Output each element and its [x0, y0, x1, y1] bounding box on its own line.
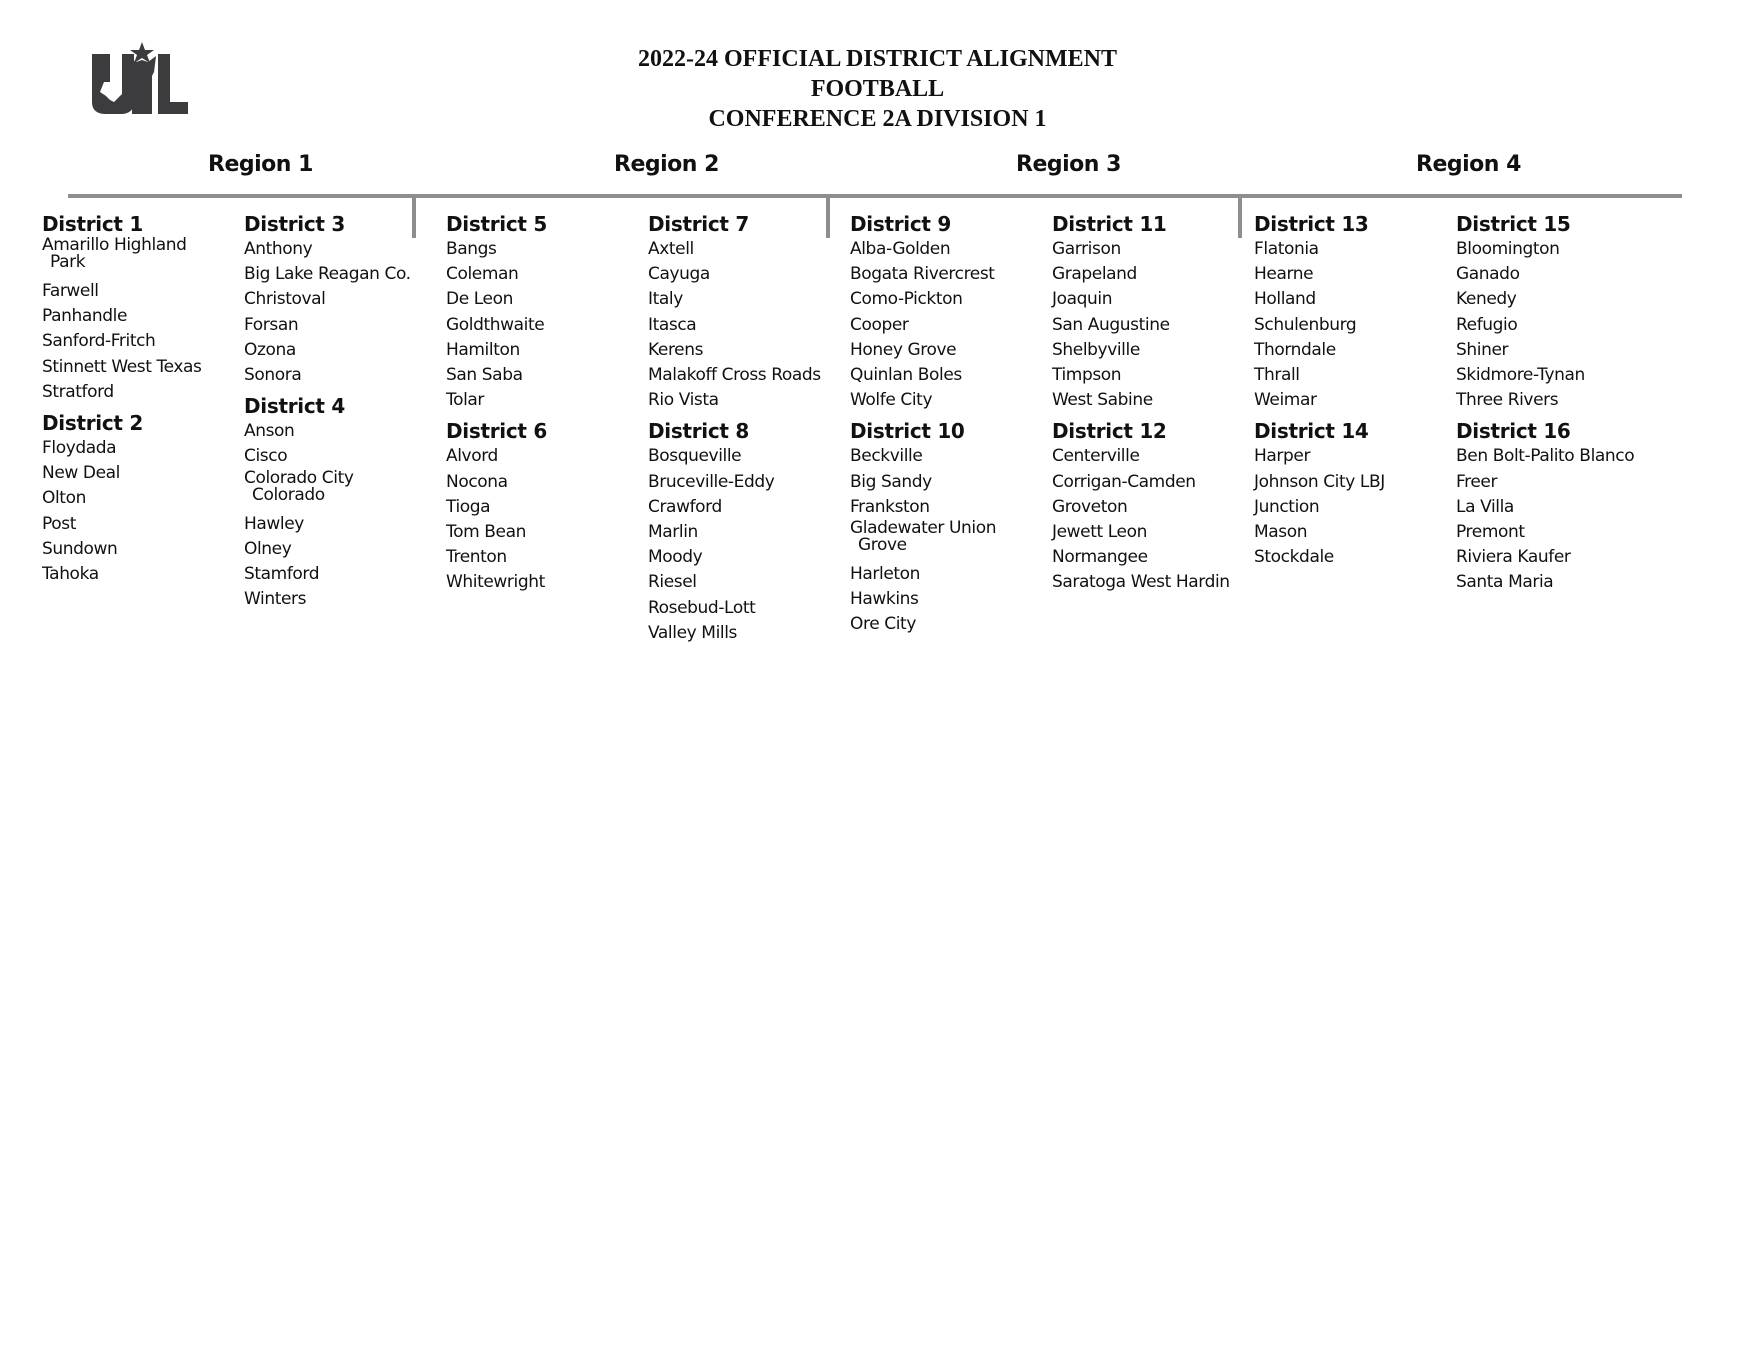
school-item: West Sabine	[1052, 390, 1153, 411]
school-item: Harleton	[850, 564, 921, 585]
school-item: Normangee	[1052, 547, 1148, 568]
district-title: District 10	[850, 419, 965, 444]
school-name-continued: Grove	[858, 535, 907, 556]
district-block	[1254, 419, 1454, 570]
school-item: Sundown	[42, 538, 118, 559]
school-item: Hearne	[1254, 264, 1314, 285]
school-item: Ben Bolt-Palito Blanco	[1456, 446, 1635, 467]
school-item: Premont	[1456, 522, 1525, 543]
district-block	[850, 212, 1050, 413]
school-item: Jewett Leon	[1052, 522, 1147, 543]
region-1-label: Region 1	[208, 152, 313, 177]
district-block	[446, 212, 646, 413]
school-item: Floydada	[42, 438, 117, 459]
district-title: District 8	[648, 419, 749, 444]
school-item: San Saba	[446, 365, 523, 386]
district-block	[244, 212, 444, 388]
district-block	[648, 419, 848, 646]
school-item: Olney	[244, 538, 292, 559]
school-item: Corrigan-Camden	[1052, 471, 1196, 492]
district-title: District 7	[648, 212, 749, 236]
district-block	[850, 419, 1050, 637]
district-block	[42, 212, 242, 405]
school-item: Tahoka	[42, 564, 99, 585]
district-block	[1052, 212, 1252, 413]
school-item: Cayuga	[648, 264, 710, 285]
district-title: District 4	[244, 394, 345, 419]
school-item: Trenton	[446, 547, 507, 568]
school-item: Moody	[648, 547, 703, 568]
school-item: Hawley	[244, 513, 304, 534]
school-item: Big Sandy	[850, 471, 932, 492]
school-item	[850, 520, 1050, 562]
school-item: Itasca	[648, 314, 697, 335]
school-item: Tolar	[446, 390, 485, 411]
school-item: Big Lake Reagan Co.	[244, 264, 411, 285]
school-name-line: Amarillo Highland	[42, 235, 187, 255]
school-item: Stratford	[42, 381, 114, 402]
school-item: Garrison	[1052, 239, 1121, 259]
school-item	[42, 237, 242, 279]
school-item: Harper	[1254, 446, 1311, 467]
district-column	[850, 212, 1050, 638]
district-title: District 15	[1456, 212, 1571, 236]
title-line-2: FOOTBALL	[810, 76, 945, 102]
school-name-continued: Colorado	[252, 484, 325, 505]
school-item: Rosebud-Lott	[648, 597, 756, 618]
school-item: Crawford	[648, 496, 722, 517]
school-item: Forsan	[244, 314, 299, 335]
school-item: De Leon	[446, 289, 513, 310]
school-item: Wolfe City	[850, 390, 933, 411]
school-item: Johnson City LBJ	[1254, 471, 1385, 492]
school-item: Tom Bean	[446, 522, 526, 543]
district-column	[42, 212, 242, 587]
school-item: Christoval	[244, 289, 326, 310]
school-item: Bloomington	[1456, 239, 1560, 259]
district-column	[648, 212, 848, 646]
school-item: Bangs	[446, 239, 497, 259]
district-title: District 12	[1052, 419, 1167, 444]
school-item: Bosqueville	[648, 446, 742, 467]
school-item: Kenedy	[1456, 289, 1517, 310]
school-item: Italy	[648, 289, 683, 310]
district-title: District 11	[1052, 212, 1167, 236]
school-item: San Augustine	[1052, 314, 1170, 335]
school-item: Cisco	[244, 446, 288, 467]
district-title: District 5	[446, 212, 547, 236]
region-2-label: Region 2	[614, 152, 719, 177]
school-item: Groveton	[1052, 496, 1128, 517]
school-item: Alba-Golden	[850, 239, 951, 259]
school-name-line: Colorado City	[244, 467, 354, 488]
district-title: District 6	[446, 419, 547, 444]
district-title: District 16	[1456, 419, 1571, 444]
school-item: Anson	[244, 421, 295, 442]
school-item: Grapeland	[1052, 264, 1137, 285]
school-item: Quinlan Boles	[850, 365, 962, 386]
school-item: Hamilton	[446, 339, 520, 360]
school-item: Shiner	[1456, 339, 1509, 360]
school-item: Axtell	[648, 239, 694, 259]
school-item: Shelbyville	[1052, 339, 1140, 360]
district-column	[244, 212, 444, 612]
school-item: Ore City	[850, 614, 916, 635]
school-name-continued: Park	[50, 252, 86, 272]
district-block	[446, 419, 646, 595]
school-item: Stockdale	[1254, 547, 1334, 568]
school-item: Flatonia	[1254, 239, 1319, 259]
school-item: Coleman	[446, 264, 519, 285]
school-item: Hawkins	[850, 589, 919, 610]
school-item: Bruceville-Eddy	[648, 471, 775, 492]
district-title: District 3	[244, 212, 345, 236]
school-item: Kerens	[648, 339, 704, 360]
school-item: Honey Grove	[850, 339, 957, 360]
school-item: Holland	[1254, 289, 1316, 310]
school-item: Sonora	[244, 365, 302, 386]
school-item: Goldthwaite	[446, 314, 545, 335]
school-item: Weimar	[1254, 390, 1317, 411]
school-item: Stinnett West Texas	[42, 356, 202, 377]
school-item: Winters	[244, 589, 307, 610]
district-column	[1052, 212, 1252, 596]
school-item: Beckville	[850, 446, 923, 467]
school-item: Cooper	[850, 314, 909, 335]
school-item: Thorndale	[1254, 339, 1336, 360]
region-3-label: Region 3	[1016, 152, 1121, 177]
school-item: Anthony	[244, 239, 313, 259]
school-item: Refugio	[1456, 314, 1518, 335]
district-block	[244, 394, 444, 612]
school-item: Santa Maria	[1456, 572, 1554, 593]
school-item: Como-Pickton	[850, 289, 963, 310]
district-column	[446, 212, 646, 596]
district-block	[1254, 212, 1454, 413]
school-item: Frankston	[850, 496, 930, 517]
school-item: Tioga	[446, 496, 491, 517]
district-block	[648, 212, 848, 413]
district-title: District 14	[1254, 419, 1369, 444]
school-item: Rio Vista	[648, 390, 719, 411]
school-item: Freer	[1456, 471, 1498, 492]
district-column	[1254, 212, 1454, 570]
school-item: Mason	[1254, 522, 1308, 543]
district-column	[1456, 212, 1656, 596]
region-divider-horizontal	[68, 194, 1682, 198]
school-item: Alvord	[446, 446, 498, 467]
district-title: District 9	[850, 212, 951, 236]
school-item: Malakoff Cross Roads	[648, 365, 821, 386]
school-item: Ganado	[1456, 264, 1520, 285]
school-item: Bogata Rivercrest	[850, 264, 995, 285]
school-item: Junction	[1254, 496, 1320, 517]
district-title: District 13	[1254, 212, 1369, 236]
school-item: Joaquin	[1052, 289, 1113, 310]
title-line-3: CONFERENCE 2A DIVISION 1	[708, 106, 1047, 132]
title-line-1: 2022-24 OFFICIAL DISTRICT ALIGNMENT	[638, 46, 1117, 72]
school-item: La Villa	[1456, 496, 1514, 517]
document-title	[0, 44, 1755, 134]
school-item: Riesel	[648, 572, 697, 593]
district-block	[1456, 419, 1656, 595]
school-item: Stamford	[244, 564, 320, 585]
school-item: Valley Mills	[648, 622, 737, 643]
school-item: Saratoga West Hardin	[1052, 572, 1230, 593]
school-item: Marlin	[648, 522, 698, 543]
school-item: Olton	[42, 488, 86, 509]
school-item: Sanford-Fritch	[42, 331, 156, 352]
school-item: Skidmore-Tynan	[1456, 365, 1585, 386]
school-item: Schulenburg	[1254, 314, 1357, 335]
school-item: Nocona	[446, 471, 508, 492]
school-item: Timpson	[1052, 365, 1122, 386]
district-title: District 2	[42, 411, 143, 436]
school-item	[244, 467, 444, 512]
school-item: Panhandle	[42, 306, 128, 327]
school-name-line: Gladewater Union	[850, 518, 997, 539]
school-item: Three Rivers	[1456, 390, 1559, 411]
district-block	[1052, 419, 1252, 595]
school-item: Thrall	[1254, 365, 1300, 386]
school-item: Centerville	[1052, 446, 1140, 467]
district-title: District 1	[42, 212, 143, 236]
school-item: Post	[42, 513, 76, 534]
district-block	[42, 411, 242, 587]
school-item: Riviera Kaufer	[1456, 547, 1571, 568]
region-4-label: Region 4	[1416, 152, 1521, 177]
district-block	[1456, 212, 1656, 413]
school-item: Whitewright	[446, 572, 545, 593]
school-item: Farwell	[42, 281, 99, 301]
school-item: Ozona	[244, 339, 296, 360]
school-item: New Deal	[42, 463, 120, 484]
